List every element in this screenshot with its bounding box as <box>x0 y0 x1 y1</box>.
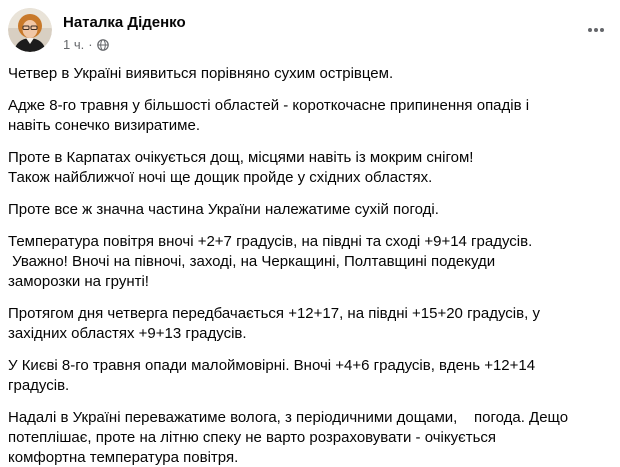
post-paragraph: Температура повітря вночі +2+7 градусів, на півдні та сході +9+14 градусів. Уважно! Вночі на півночі, заході, на Черкащині, Полтавщині подекуди заморозки на грунті! <box>8 233 533 290</box>
avatar[interactable] <box>8 8 52 52</box>
post-paragraph: Проте все ж значна частина України належатиме сухій погоді. <box>8 201 439 218</box>
post-paragraph: Протягом дня четверга передбачається +12+17, на півдні +15+20 градусів, у західних областях +9+13 градусів. <box>8 305 540 342</box>
globe-icon[interactable] <box>97 39 109 51</box>
post-meta <box>63 37 109 52</box>
author-name[interactable]: Наталка Діденко <box>63 14 186 31</box>
meta-separator: · <box>88 37 93 52</box>
post-paragraph: У Києві 8-го травня опади малоймовірні. Вночі +4+6 градусів, вдень +12+14 градусів. <box>8 357 536 394</box>
post-paragraph: Надалі в Україні переважатиме волога, з періодичними дощами, погода. Дещо потеплішає, проте на літню спеку не варто розраховувати - очікується комфортна температура повітря. <box>8 409 569 466</box>
avatar-photo <box>8 8 52 52</box>
post-body <box>8 64 612 467</box>
post-paragraph: Четвер в Україні виявиться порівняно сухим острівцем. <box>8 65 394 82</box>
post-header <box>8 8 612 56</box>
post-paragraph: Адже 8-го травня у більшості областей - короткочасне припинення опадів і навіть сонечко визиратиме. <box>8 97 530 134</box>
more-options-icon[interactable] <box>586 20 606 40</box>
post-paragraph: Проте в Карпатах очікується дощ, місцями навіть із мокрим снігом! Також найближчої ночі ще дощик пройде у східних областях. <box>8 149 474 186</box>
post-timestamp[interactable]: 1 ч. <box>63 37 85 52</box>
